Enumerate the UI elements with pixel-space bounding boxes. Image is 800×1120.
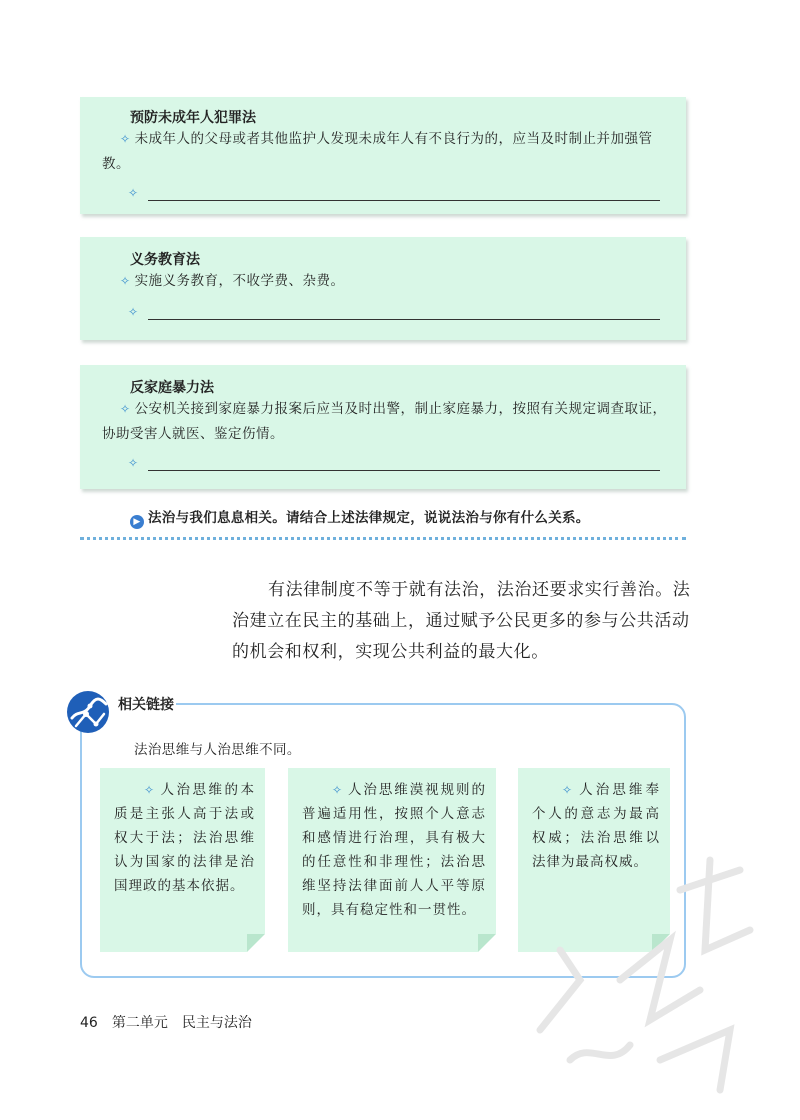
discussion-question [130, 506, 590, 529]
answer-blank-line[interactable] [148, 319, 660, 320]
unit-title: 第二单元 民主与法治 [111, 1015, 252, 1031]
law-text-content: 未成年人的父母或者其他监护人发现未成年人有不良行为的，应当及时制止并加强管教。 [102, 131, 653, 172]
law-title: 预防未成年人犯罪法 [130, 110, 256, 126]
comparison-card-2 [288, 768, 496, 952]
card-text-content: 人治思维的本质是主张人高于法或权大于法；法治思维认为国家的法律是治国理政的基本依据。 [114, 782, 255, 894]
card-text [302, 778, 486, 922]
related-link-icon [66, 690, 110, 734]
law-box-2 [80, 237, 686, 340]
diamond-icon: ✧ [562, 783, 574, 797]
question-text: 法治与我们息息相关。请结合上述法律规定，说说法治与你有什么关系。 [148, 510, 590, 526]
law-title: 反家庭暴力法 [130, 380, 214, 396]
diamond-icon: ✧ [120, 132, 131, 146]
law-box-1 [80, 97, 686, 214]
card-text [532, 778, 660, 874]
card-text [114, 778, 255, 898]
arrow-circle-icon: ▶ [130, 515, 144, 529]
dotted-divider [80, 537, 686, 540]
law-text [102, 127, 674, 177]
comparison-card-3 [518, 768, 670, 952]
answer-blank-line[interactable] [148, 200, 660, 201]
diamond-icon: ✧ [120, 402, 131, 416]
answer-blank-line[interactable] [148, 470, 660, 471]
card-text-content: 人治思维奉个人的意志为最高权威；法治思维以法律为最高权威。 [532, 782, 660, 870]
page-footer [80, 1012, 252, 1032]
law-text [102, 269, 674, 294]
diamond-icon: ✧ [144, 783, 156, 797]
law-text [102, 397, 674, 447]
comparison-card-1 [100, 768, 265, 952]
card-text-content: 人治思维漠视规则的普遍适用性，按照个人意志和感情进行治理，具有极大的任意性和非理性；法治思维坚持法律面前人人平等原则，具有稳定性和一贯性。 [302, 782, 486, 918]
related-link-intro: 法治思维与人治思维不同。 [134, 742, 301, 758]
diamond-icon: ✧ [128, 305, 139, 319]
related-link-title: 相关链接 [118, 697, 174, 713]
law-box-3 [80, 365, 686, 489]
diamond-icon: ✧ [332, 783, 344, 797]
law-title: 义务教育法 [130, 252, 200, 268]
diamond-icon: ✧ [128, 186, 139, 200]
diamond-icon: ✧ [128, 456, 139, 470]
law-text-content: 实施义务教育，不收学费、杂费。 [134, 273, 345, 289]
diamond-icon: ✧ [120, 274, 131, 288]
law-text-content: 公安机关接到家庭暴力报案后应当及时出警，制止家庭暴力，按照有关规定调查取证，协助受害人就医、鉴定伤情。 [102, 401, 667, 442]
body-paragraph: 有法律制度不等于就有法治，法治还要求实行善治。法治建立在民主的基础上，通过赋予公民更多的参与公共活动的机会和权利，实现公共利益的最大化。 [232, 580, 691, 662]
page-number: 46 [80, 1015, 98, 1031]
